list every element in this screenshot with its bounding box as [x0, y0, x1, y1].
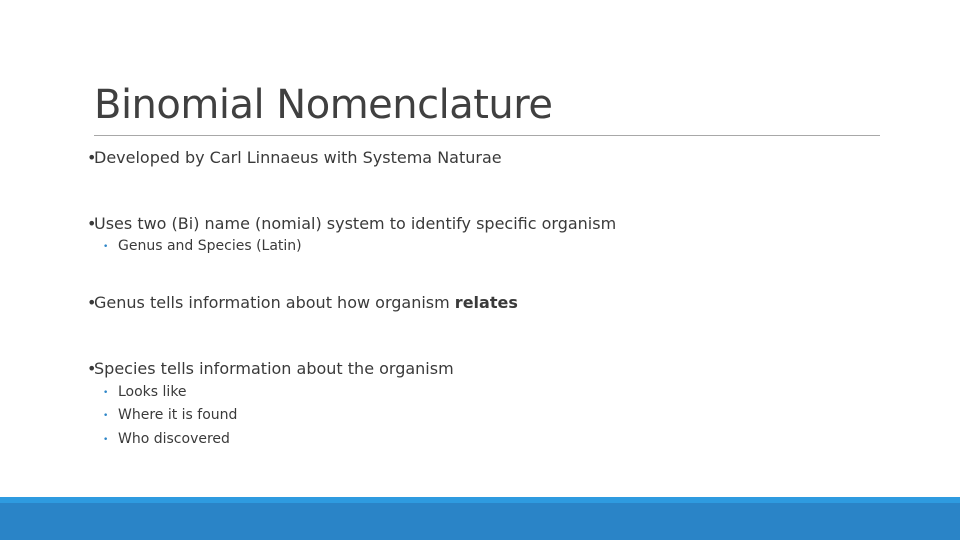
bullet-3 [87, 293, 518, 313]
bullet-1-text: Developed by Carl Linnaeus with Systema Naturae [94, 148, 502, 167]
sub-bullet-4-2 [103, 406, 237, 425]
bullet-4 [87, 359, 454, 379]
bullet-dot: • [87, 359, 97, 378]
footer-accent-edge [0, 497, 960, 503]
footer-accent-bar [0, 497, 960, 540]
bullet-dot: • [87, 214, 97, 233]
sub-bullet-4-2-text: Where it is found [118, 407, 238, 423]
sub-bullet-4-3-text: Who discovered [118, 431, 230, 447]
sub-bullet-2-1-text: Genus and Species (Latin) [118, 238, 302, 254]
sub-bullet-4-3 [103, 430, 230, 449]
bullet-dot: • [87, 148, 97, 167]
bullet-4-text: Species tells information about the organism [94, 359, 454, 378]
sub-bullet-dot: • [103, 435, 109, 445]
bullet-3-text: Genus tells information about how organism [94, 293, 455, 312]
sub-bullet-dot: • [103, 411, 109, 421]
sub-bullet-4-1 [103, 383, 187, 402]
bullet-1 [87, 148, 502, 168]
sub-bullet-2-1 [103, 237, 302, 256]
bullet-2 [87, 214, 616, 234]
sub-bullet-dot: • [103, 388, 109, 398]
slide-title: Binomial Nomenclature [94, 82, 553, 128]
bullet-3-emphasis: relates [454, 293, 518, 312]
bullet-2-text: Uses two (Bi) name (nomial) system to identify specific organism [94, 214, 617, 233]
sub-bullet-4-1-text: Looks like [118, 384, 187, 400]
sub-bullet-dot: • [103, 242, 109, 252]
title-divider [94, 135, 880, 136]
bullet-dot: • [87, 293, 97, 312]
